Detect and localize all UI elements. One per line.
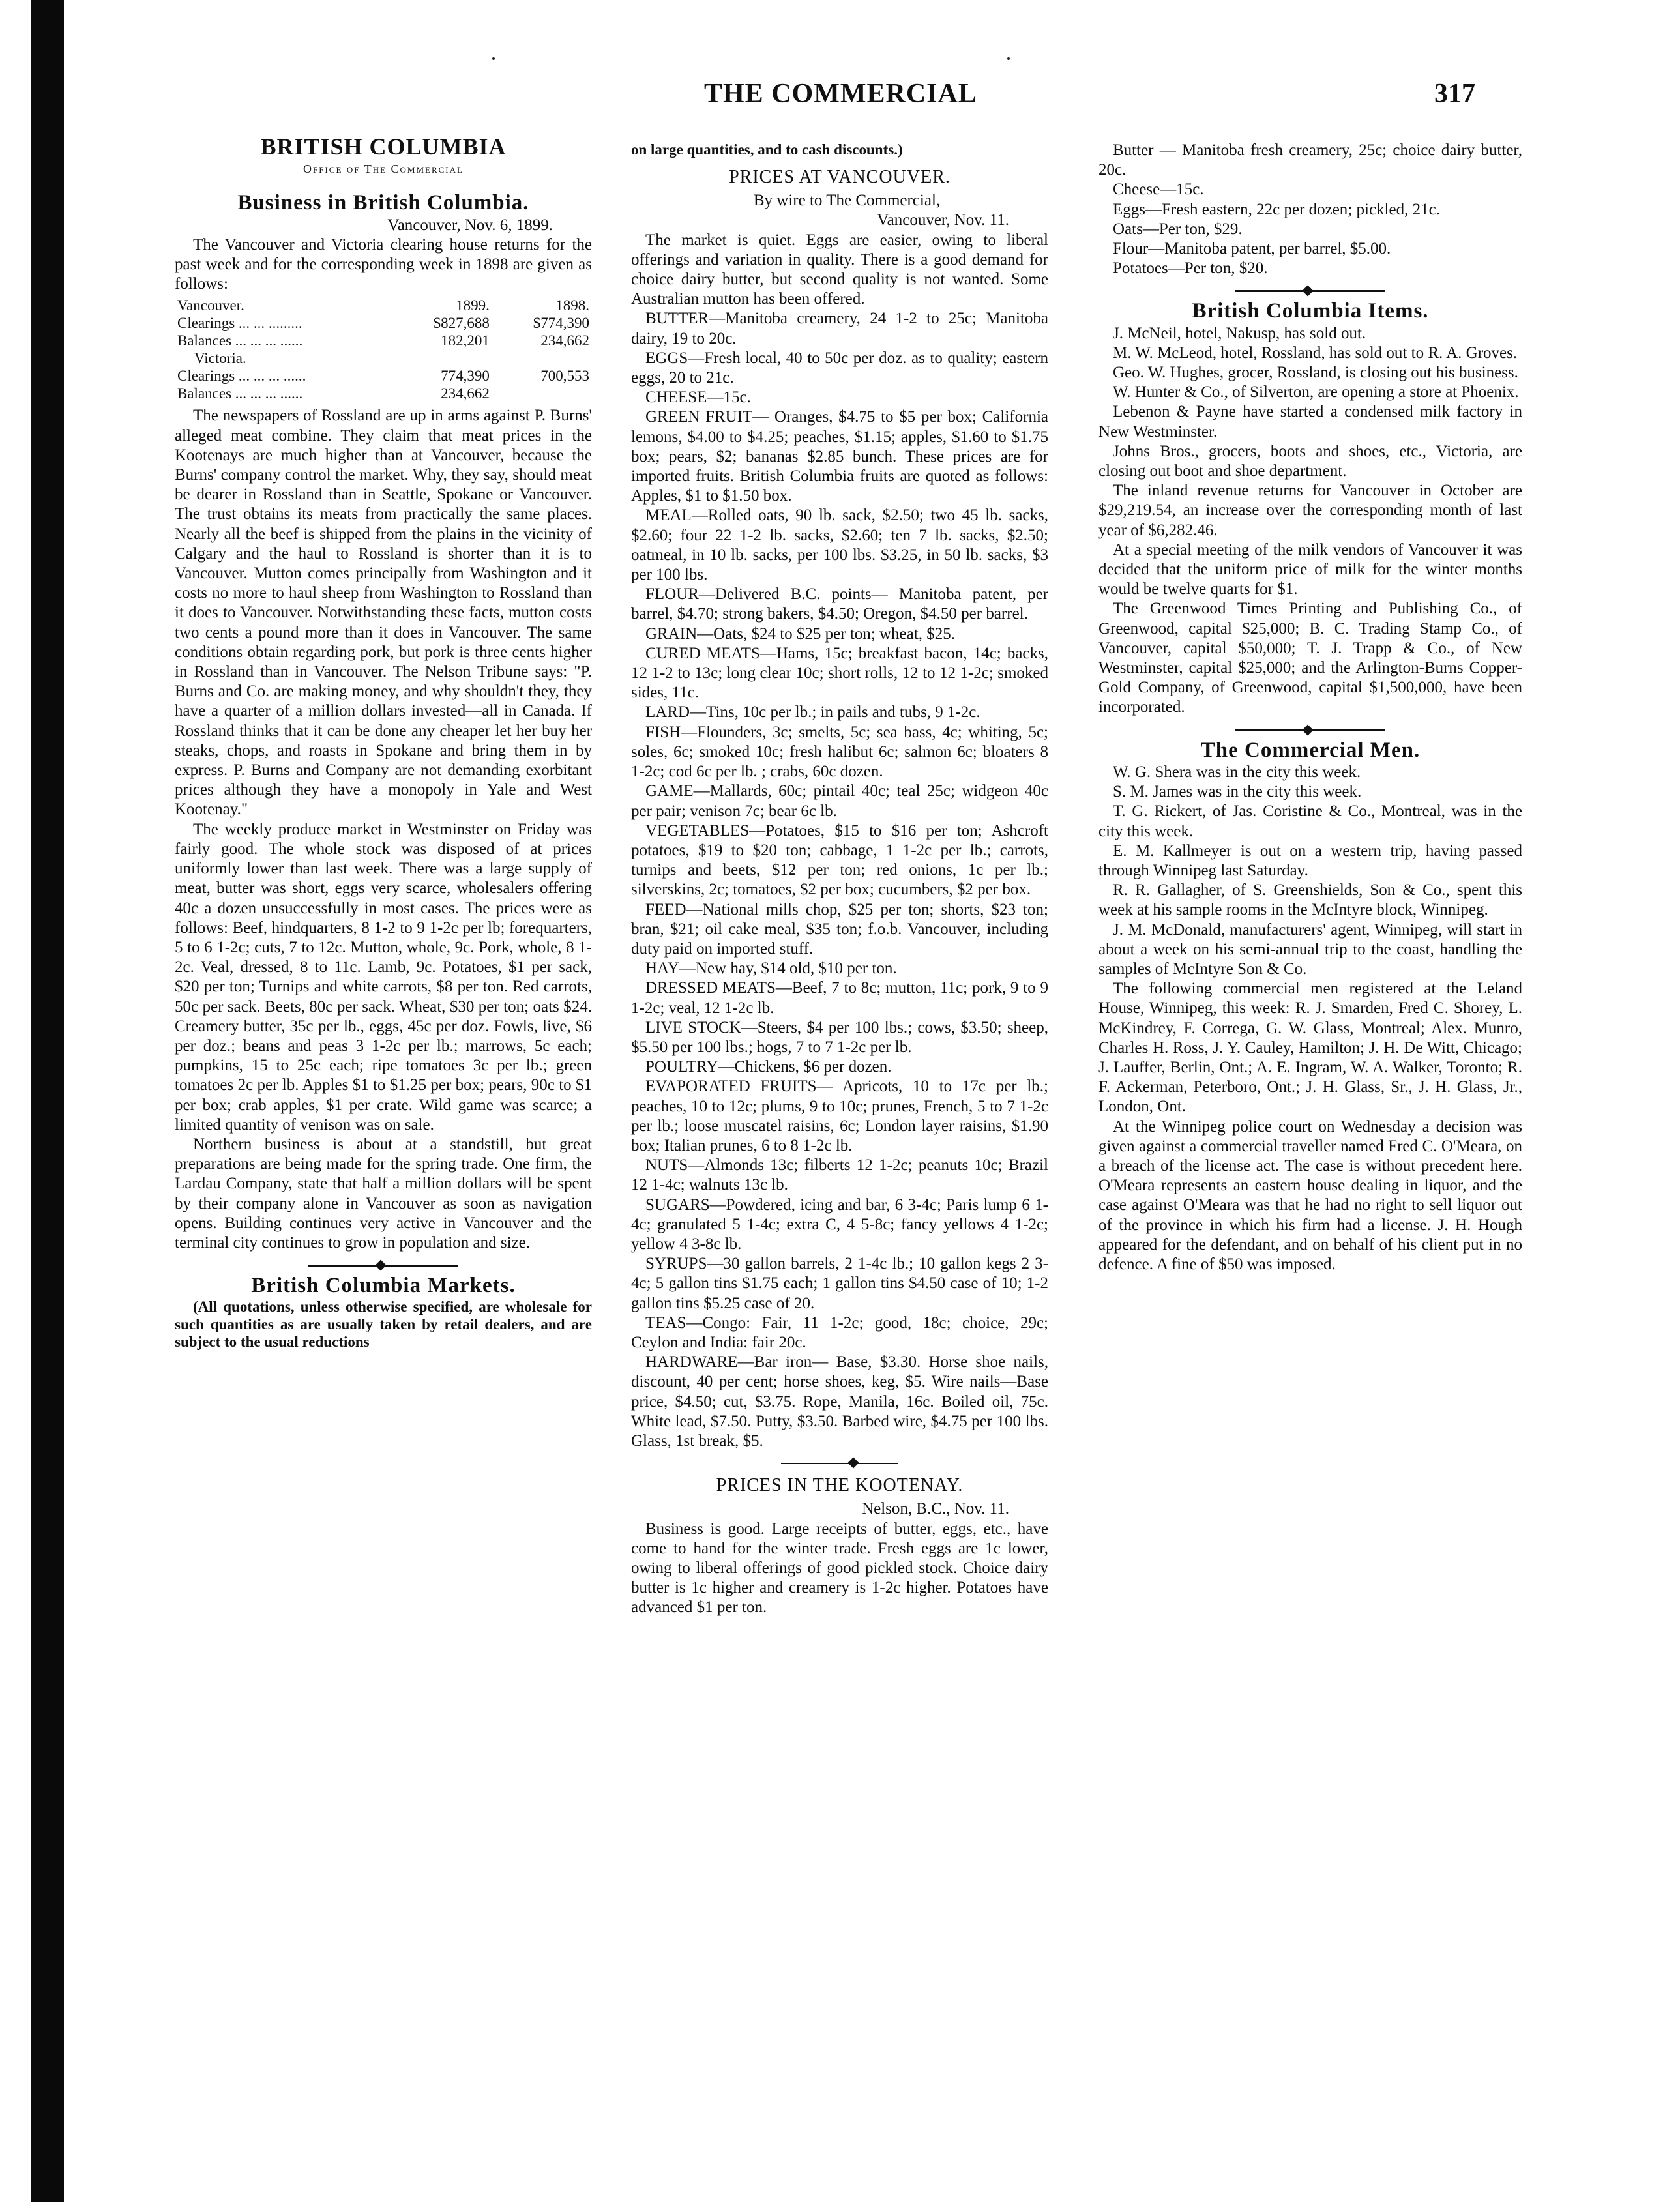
table-row (175, 349, 592, 367)
news-item: The Greenwood Times Printing and Publishing Co., of Greenwood, capital $25,000; B. C. Trading Stamp Co., of Vancouver, capital $50,000; T. J. Trapp & Co., of New Westminster, capital $25,000; and the Arlington-Burns Copper-Gold Company, of Greenwood, capital $1,500,000, have been incorporated. (1098, 600, 1522, 716)
intro-paragraph: The Vancouver and Victoria clearing house returns for the past week and for the corresponding week in 1898 are given as follows: (175, 235, 592, 293)
kootenay-item: Flour—Manitoba patent, per barrel, $5.00. (1113, 240, 1391, 258)
kootenay-item: Oats—Per ton, $29. (1113, 220, 1243, 238)
left-margin-bar (31, 0, 64, 2202)
market-item: DRESSED MEATS—Beef, 7 to 8c; mutton, 11c; pork, 9 to 9 1-2c; veal, 12 1-2c lb. (631, 979, 1048, 1017)
table-row (175, 332, 592, 349)
market-item: CURED MEATS—Hams, 15c; breakfast bacon, 14c; backs, 12 1-2 to 13c; long clear 10c; short rolls, 12 to 12 1-2c; smoked sides, 11c. (631, 644, 1048, 702)
running-title: THE COMMERCIAL (704, 79, 977, 109)
news-item: The following commercial men registered at the Leland House, Winnipeg, this week: R. J. Smarden, Fred C. Shorey, L. McKindrey, F. Correga, G. W. Glass, Montreal; Alex. Munro, Charles H. Ross, J. Y. Cauley, Hamilton; J. H. De Witt, Chicago; J. Lauffer, Berlin, Ont.; A. E. Ingram, W. A. Walker, Toronto; R. F. Ackerman, Peterboro, Ont.; J. H. Glass, Sr., J. H. Glass, Jr., London, Ont. (1098, 980, 1522, 1116)
markets-title: British Columbia Markets. (251, 1274, 516, 1298)
table-cell: 774,390 (441, 368, 490, 385)
print-speck (492, 57, 495, 60)
market-item: LARD—Tins, 10c per lb.; in pails and tubs, 9 1-2c. (645, 703, 980, 722)
table-cell: Victoria. (194, 350, 246, 367)
table-cell: 234,662 (441, 385, 490, 402)
column-3 (1098, 141, 1522, 1274)
market-item: LIVE STOCK—Steers, $4 per 100 lbs.; cows, $3.50; sheep, $5.50 per 100 lbs.; hogs, 7 to 7 1-2c per lb. (631, 1018, 1048, 1056)
table-cell: Clearings ... ... ......... (177, 315, 302, 332)
table-cell: $774,390 (533, 315, 589, 332)
section-divider (1235, 729, 1385, 734)
table-cell: Clearings ... ... ... ...... (177, 368, 306, 385)
market-item: BUTTER—Manitoba creamery, 24 1-2 to 25c; Manitoba dairy, 19 to 20c. (631, 310, 1048, 347)
news-item: Johns Bros., grocers, boots and shoes, etc., Victoria, are closing out boot and shoe department. (1098, 442, 1522, 480)
market-item: EVAPORATED FRUITS— Apricots, 10 to 17c per lb.; peaches, 10 to 12c; plums, 9 to 10c; prunes, French, 5 to 7 1-2c per lb.; loose muscatel raisins, 6c; London layer raisins, $1.90 box; Italian prunes, 6 to 8 1-2c lb. (631, 1078, 1048, 1154)
table-cell: 234,662 (540, 332, 589, 349)
news-item: W. G. Shera was in the city this week. (1113, 763, 1361, 781)
news-item: T. G. Rickert, of Jas. Coristine & Co., Montreal, was in the city this week. (1098, 802, 1522, 840)
market-item: VEGETABLES—Potatoes, $15 to $16 per ton; Ashcroft potatoes, $19 to $20 ton; cabbage, 1 1-2c per lb.; carrots, turnips and beets, $12 per ton; red onions, 1c per lb.; silverskins, 2c; tomatoes, $2 per box; cucumbers, $2 per box. (631, 821, 1048, 899)
kootenay-item: Potatoes—Per ton, $20. (1113, 259, 1268, 278)
market-item: FISH—Flounders, 3c; smelts, 5c; sea bass, 4c; whiting, 5c; soles, 6c; smoked 10c; fresh halibut 6c; salmon 6c; bloaters 8 1-2c; cod 6c per lb. ; crabs, 60c dozen. (631, 723, 1048, 781)
market-item: SYRUPS—30 gallon barrels, 2 1-4c lb.; 10 gallon kegs 2 3-4c; 5 gallon tins $1.75 each; 1 gallon tins $4.50 case of 10; 1-2 gallon tins $5.25 case of 20. (631, 1255, 1048, 1312)
print-speck (1007, 57, 1010, 60)
office-line: Office of The Commercial (303, 162, 464, 176)
news-item: S. M. James was in the city this week. (1113, 783, 1362, 801)
by-wire-line: By wire to The Commercial, (753, 192, 941, 210)
table-row (175, 314, 592, 332)
dateline: Vancouver, Nov. 6, 1899. (387, 216, 553, 234)
news-item: At the Winnipeg police court on Wednesday a decision was given against a commercial traveller named Fred C. O'Meara, on a breach of the license act. The case is without precedent here. O'Meara represents an eastern house dealing in liquor, and the case against O'Meara was that he had no right to sell liquor out of the province in which his firm had a license. J. H. Hough appeared for the defendant, and on behalf of his client put in no defence. A fine of $50 was imposed. (1098, 1117, 1522, 1273)
market-item: GREEN FRUIT— Oranges, $4.75 to $5 per box; California lemons, $4.00 to $4.25; peaches, $1.15; apples, $1.60 to $1.75 box; pears, $2; bananas $2.85 bunch. These prices are for imported fruits. British Columbia fruits are quoted as follows: Apples, $1 to $1.50 box. (631, 408, 1048, 505)
news-item: Geo. W. Hughes, grocer, Rossland, is closing out his business. (1113, 364, 1518, 382)
page-number: 317 (1434, 79, 1475, 109)
market-item: The market is quiet. Eggs are easier, owing to liberal offerings and variation in quality. There is a good demand for choice dairy butter, but second quality is not wanted. Some Australian mutton has been offered. (631, 231, 1048, 308)
table-cell (492, 385, 592, 402)
kootenay-item: Cheese—15c. (1113, 181, 1204, 199)
market-item: FEED—National mills chop, $25 per ton; shorts, $23 ton; bran, $21; oil cake meal, $35 ton; f.o.b. Vancouver, including duty paid on imported stuff. (631, 900, 1048, 958)
section-divider (1235, 290, 1385, 295)
dateline: Vancouver, Nov. 11. (877, 211, 1009, 229)
market-item: CHEESE—15c. (645, 389, 751, 407)
market-item: SUGARS—Powdered, icing and bar, 6 3-4c; Paris lump 6 1-4c; granulated 5 1-4c; extra C, 4 5-8c; fancy yellows 4 1-2c; yellow 4 3-8c lb. (631, 1196, 1048, 1253)
kootenay-text: Business is good. Large receipts of butter, eggs, etc., have come to hand for the winter trade. Fresh eggs are 1c lower, owing to liberal offerings of good pickled stock. Choice dairy butter is 1c higher and creamery is 1-2c higher. Potatoes have advanced $1 per ton. (631, 1519, 1048, 1617)
items-title: British Columbia Items. (1192, 299, 1429, 323)
table-cell (392, 349, 492, 367)
table-cell: 182,201 (441, 332, 490, 349)
news-item: At a special meeting of the milk vendors of Vancouver it was decided that the uniform price of milk for the winter months would be twelve quarts for $1. (1098, 540, 1522, 598)
section-title: BRITISH COLUMBIA (260, 134, 507, 160)
news-item: The inland revenue returns for Vancouver in October are $29,219.54, an increase over the corresponding month of last year of $6,282.46. (1098, 482, 1522, 539)
kootenay-item: Butter — Manitoba fresh creamery, 25c; choice dairy butter, 20c. (1098, 141, 1522, 179)
kootenay-dateline: Nelson, B.C., Nov. 11. (862, 1500, 1009, 1518)
market-item: EGGS—Fresh local, 40 to 50c per doz. as to quality; eastern eggs, 20 to 21c. (631, 349, 1048, 387)
news-item: J. M. McDonald, manufacturers' agent, Winnipeg, will start in about a week on his semi-annual trip to the coast, handling the samples of McIntyre Son & Co. (1098, 920, 1522, 978)
table-header-row (175, 297, 592, 314)
market-item: NUTS—Almonds 13c; filberts 12 1-2c; peanuts 10c; Brazil 12 1-4c; walnuts 13c lb. (631, 1156, 1048, 1194)
news-item: R. R. Gallagher, of S. Greenshields, Son & Co., spent this week at his sample rooms in the McIntyre block, Winnipeg. (1098, 881, 1522, 919)
table-cell (492, 349, 592, 367)
market-item: MEAL—Rolled oats, 90 lb. sack, $2.50; two 45 lb. sacks, $2.60; four 22 1-2 lb. sacks, $2.60; ten 7 lb. sacks, $2.50; oatmeal, in 10 lb. sacks, per 100 lbs. $3.25, in 50 lb. sacks, $3 per 100 lbs. (631, 506, 1048, 584)
paragraph: Northern business is about at a standstill, but great preparations are being made for the spring trade. One firm, the Lardau Company, state that half a million dollars will be spent by their company alone in Vancouver as soon as navigation opens. Building continues very active in Vancouver and the terminal city continues to grow in population and size. (175, 1135, 592, 1252)
paragraph: The weekly produce market in Westminster on Friday was fairly good. The whole stock was disposed of at prices uniformly lower than last week. There was a large supply of meat, butter was short, eggs very scarce, wholesalers offering 40c a dozen unsuccessfully in most cases. The prices were as follows: Beef, hindquarters, 8 1-2 to 9 1-2c per lb; forequarters, 5 to 6 1-2c; cuts, 7 to 12c. Mutton, whole, 9c. Pork, whole, 8 1-2c. Veal, dressed, 8 to 11c. Lamb, 9c. Potatoes, $1 per sack, $20 per ton; Turnips and white carrots, $8 per ton. Red carrots, 50c per sack. Beets, 80c per sack. Wheat, $30 per ton; oats $24. Creamery butter, 35c per lb., eggs, 45c per doz. Fowls, live, $6 per doz.; beans and peas 3 1-2c per lb.; marrows, 5c each; pumpkins, 15 to 25c each; ripe tomatoes 3c per lb.; green tomatoes 2c per lb. Apples $1 to $1.25 per box; pears, 90c to $1 per box; crab apples, $1 per crate. Wild game was scarce; a limited quantity of venison was on sale. (175, 820, 592, 1134)
markets-notice: (All quotations, unless otherwise specified, are wholesale for such quantities as are usually taken by retail dealers, and are subject to the usual reductions (175, 1299, 592, 1351)
news-item: Lebenon & Payne have started a condensed milk factory in New Westminster. (1098, 403, 1522, 441)
section-divider (781, 1463, 898, 1467)
market-item: HAY—New hay, $14 old, $10 per ton. (645, 960, 897, 978)
market-item: TEAS—Congo: Fair, 11 1-2c; good, 18c; choice, 29c; Ceylon and India: fair 20c. (631, 1314, 1048, 1351)
market-item: GAME—Mallards, 60c; pintail 40c; teal 25c; widgeon 40c per pair; venison 7c; bear 6c lb. (631, 782, 1048, 820)
market-item: FLOUR—Delivered B.C. points— Manitoba patent, per barrel, $4.70; strong bakers, $4.50; Oregon, $4.50 per barrel. (631, 585, 1048, 623)
table-header: 1898. (555, 297, 589, 314)
table-header: 1899. (456, 297, 490, 314)
table-cell: $827,688 (433, 315, 490, 332)
table-row (175, 385, 592, 402)
market-item: POULTRY—Chickens, $6 per dozen. (645, 1058, 892, 1076)
news-item: J. McNeil, hotel, Nakusp, has sold out. (1113, 324, 1366, 342)
notice-continued: on large quantities, and to cash discounts.) (631, 141, 903, 158)
table-cell: Balances ... ... ... ...... (177, 332, 303, 349)
kootenay-prices-title: PRICES IN THE KOOTENAY. (716, 1475, 964, 1496)
column-1 (175, 134, 592, 1351)
commercial-men-title: The Commercial Men. (1200, 738, 1421, 762)
table-row (175, 367, 592, 385)
column-2 (631, 141, 1048, 1618)
vancouver-prices-title: PRICES AT VANCOUVER. (729, 167, 951, 187)
news-item: W. Hunter & Co., of Silverton, are opening a store at Phoenix. (1113, 383, 1519, 402)
paragraph: The newspapers of Rossland are up in arms against P. Burns' alleged meat combine. They claim that meat prices in the Kootenays are much higher than at Vancouver, because the Burns' company control the market. Why, they say, should meat be dearer in Rossland than in Seattle, Spokane or Vancouver. The trust obtains its meats from practically the same places. Nearly all the beef is shipped from the plains in the vicinity of Calgary and the haul to Rossland is shorter than it is to Vancouver. Mutton comes principally from Washington and it costs no more to haul sheep from Washington to Rossland than it does to Vancouver. Notwithstanding these facts, mutton costs two cents a pound more than it does in Vancouver. The same conditions obtain regarding pork, but pork is three cents higher in Rossland than in Vancouver. The Nelson Tribune says: "P. Burns and Co. are making money, and why shouldn't they, they have a quarter of a million dollars invested—all in Canada. If Rossland thinks that it can be done any cheaper let her buy her steaks, chops, and roasts in Spokane and bring them in by express. P. Burns and Company are not demanding exorbitant prices although they have a monopoly in Yale and West Kootenay." (175, 407, 592, 819)
clearings-table (175, 297, 592, 402)
news-item: E. M. Kallmeyer is out on a western trip, having passed through Winnipeg last Saturday. (1098, 842, 1522, 879)
table-header: Vancouver. (177, 297, 244, 314)
table-cell: 700,553 (540, 368, 589, 385)
article-title: Business in British Columbia. (237, 191, 529, 215)
market-item: HARDWARE—Bar iron— Base, $3.30. Horse shoe nails, discount, 40 per cent; horse shoes, keg, $5. Wire nails—Base price, $4.50; cut, $3.75. Rope, Manila, 16c. Boiled oil, 75c. White lead, $7.50. Putty, $3.50. Barbed wire, $4.75 per 100 lbs. Glass, 1st break, $5. (631, 1353, 1048, 1450)
section-divider (308, 1265, 458, 1269)
kootenay-item: Eggs—Fresh eastern, 22c per dozen; pickled, 21c. (1113, 200, 1440, 218)
table-cell: Balances ... ... ... ...... (177, 385, 303, 402)
market-item: GRAIN—Oats, $24 to $25 per ton; wheat, $25. (645, 624, 955, 643)
news-item: M. W. McLeod, hotel, Rossland, has sold out to R. A. Groves. (1113, 344, 1518, 362)
